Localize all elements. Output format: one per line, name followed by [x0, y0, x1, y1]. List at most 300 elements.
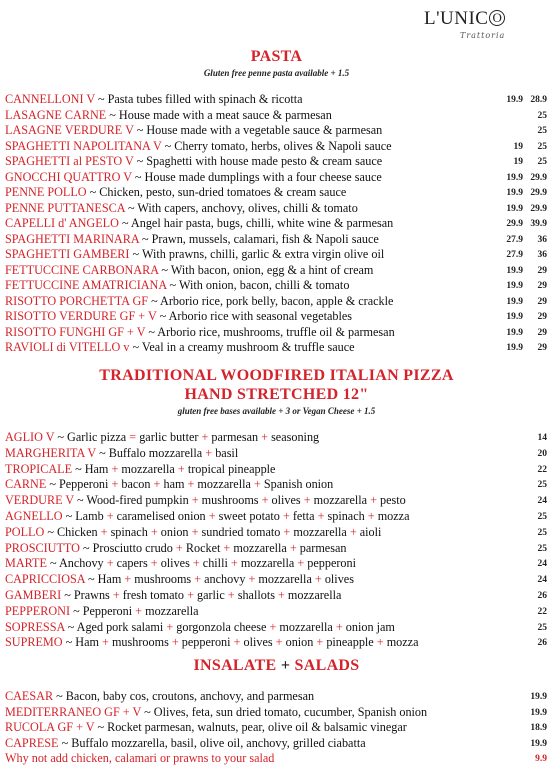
ingredient-text: garlic — [193, 588, 228, 602]
item-description: ~ Chicken, pesto, sun-dried tomatoes & cream sauce — [86, 185, 347, 199]
ingredient-text: basil — [212, 445, 239, 460]
item-text — [5, 340, 355, 354]
item-name: AGNELLO — [5, 509, 63, 523]
main-price: 29 — [537, 281, 547, 291]
item-name: CAPRICCIOSA — [5, 572, 85, 587]
main-price: 25 — [537, 141, 547, 152]
ingredient-text: olives — [157, 556, 193, 571]
item-name: VERDURE V — [5, 493, 74, 508]
ingredient-text: mozzarella — [118, 461, 178, 476]
item-name: RISOTTO VERDURE GF + V — [5, 309, 157, 323]
ingredient-text: ~ Ham — [62, 635, 103, 650]
item-text — [5, 572, 354, 586]
item-description: ~ With capers, anchovy, olives, chilli & tomato — [124, 200, 358, 215]
item-price: 24 — [537, 559, 547, 570]
item-text — [5, 541, 346, 555]
menu-item-row — [5, 325, 547, 339]
entree-price: 19.9 — [506, 203, 523, 214]
entree-price: 19 — [513, 141, 523, 152]
plus-separator: = — [129, 430, 137, 444]
ingredient-text: mozzarella — [310, 493, 371, 508]
main-price: 29 — [537, 265, 547, 276]
item-description: ~ Cherry tomato, herbs, olives & Napoli sauce — [161, 138, 392, 153]
menu-item-row — [5, 705, 547, 719]
plus-separator: + — [111, 477, 119, 492]
item-text — [5, 720, 407, 734]
entree-price: 29.9 — [506, 219, 523, 229]
item-name: CAPRESE — [5, 735, 59, 750]
entree-price: 19.9 — [506, 265, 523, 276]
item-name: RISOTTO PORCHETTA GF — [5, 293, 149, 308]
item-description: ~ House made dumplings with a four cheese sauce — [131, 169, 382, 184]
ingredient-text: parmesan — [296, 540, 347, 555]
entree-price: 19.9 — [506, 172, 523, 183]
ingredient-text: mozzarella — [290, 524, 350, 539]
item-name: RAVIOLI di VITELLO v — [5, 340, 130, 354]
ingredient-text: parmesan — [208, 430, 262, 444]
item-description: ~ Bacon, baby cos, croutons, anchovy, and parmesan — [53, 689, 315, 703]
menu-item-row — [5, 232, 547, 246]
ingredient-text: bacon — [118, 477, 154, 492]
item-description: ~ Buffalo mozzarella, basil, olive oil, anchovy, grilled ciabatta — [58, 735, 366, 750]
main-price: 29 — [537, 312, 547, 322]
plus-separator: + — [187, 477, 195, 492]
ingredient-text: pepperoni — [178, 635, 234, 650]
item-description: ~ Arborio rice with seasonal vegetables — [156, 309, 353, 323]
ingredient-text: olives — [240, 635, 276, 650]
item-price: 19.9 — [530, 738, 547, 749]
item-name: CAESAR — [5, 689, 54, 703]
item-name: MEDITERRANEO GF + V — [5, 704, 142, 719]
menu-item-row — [5, 572, 547, 586]
ingredient-text: ~ Garlic pizza — [54, 430, 130, 444]
item-name: CARNE — [5, 477, 47, 492]
plus-separator: + — [275, 635, 283, 650]
main-price: 25 — [537, 126, 547, 136]
item-text — [5, 689, 314, 703]
menu-item-row — [5, 185, 547, 199]
ingredient-text: mozzarella — [230, 540, 290, 555]
item-price: 25 — [537, 543, 547, 554]
ingredient-text: olives — [321, 572, 354, 587]
item-text — [5, 325, 395, 339]
item-text — [5, 556, 356, 570]
item-text — [5, 588, 341, 602]
pizza-title-line2: HAND STRETCHED 12" — [184, 386, 369, 403]
item-name: RISOTTO FUNGHI GF + V — [5, 324, 146, 339]
ingredient-text: chilli — [199, 556, 231, 571]
ingredient-text: ~ Buffalo mozzarella — [96, 445, 206, 460]
plus-separator: + — [223, 540, 231, 555]
item-text — [5, 263, 373, 277]
item-name: FETTUCCINE CARBONARA — [5, 262, 159, 277]
main-price: 29 — [537, 343, 547, 353]
menu-item-row — [5, 541, 547, 555]
ingredient-text: ham — [160, 477, 188, 492]
ingredient-text: mushrooms — [198, 493, 262, 508]
plus-separator: + — [194, 572, 202, 587]
plus-separator: + — [191, 524, 199, 539]
ingredient-text: fetta — [289, 509, 318, 523]
item-name: LASAGNE VERDURE V — [5, 123, 134, 137]
plus-separator: + — [208, 509, 216, 523]
item-price: 9.9 — [535, 754, 547, 765]
item-name: POLLO — [5, 524, 45, 539]
item-name: SOPRESSA — [5, 619, 65, 634]
menu-item-row — [5, 294, 547, 308]
ingredient-text: onion — [282, 635, 317, 650]
item-text — [5, 216, 393, 230]
item-text — [5, 604, 199, 618]
menu-item-row — [5, 123, 547, 137]
ingredient-text: ~ Wood-fired pumpkin — [73, 493, 192, 508]
plus-separator: + — [111, 461, 119, 476]
menu-item-row — [5, 635, 547, 649]
plus-separator: + — [370, 493, 377, 508]
ingredient-text: mushrooms — [108, 635, 172, 650]
item-name: TROPICALE — [5, 461, 73, 476]
item-price: 18.9 — [530, 723, 547, 734]
plus-separator: + — [261, 493, 269, 508]
pasta-title: PASTA — [250, 48, 303, 65]
item-text — [5, 635, 419, 649]
ingredient-text: ~ Prosciutto crudo — [79, 540, 176, 555]
ingredient-text: mozzarella — [255, 572, 315, 587]
item-name: MARGHERITA V — [5, 445, 97, 460]
item-text — [5, 446, 238, 460]
plus-separator: + — [316, 635, 324, 650]
item-name: SUPREMO — [5, 635, 63, 650]
salads-title: INSALATE + SALADS — [193, 657, 360, 674]
pizza-title-line1: TRADITIONAL WOODFIRED ITALIAN PIZZA — [99, 367, 454, 384]
plus-separator: + — [191, 493, 199, 508]
main-price: 28.9 — [530, 95, 547, 105]
item-price: 24 — [537, 496, 547, 507]
item-price: 19.9 — [530, 692, 547, 702]
item-text — [5, 462, 275, 476]
item-text — [5, 278, 349, 292]
logo-o-letter: O — [489, 10, 505, 26]
ingredient-text: mozzarella — [276, 619, 336, 634]
item-name: PENNE PUTTANESCA — [5, 200, 125, 215]
item-text — [5, 92, 303, 106]
item-name: RUCOLA GF + V — [5, 720, 95, 735]
menu-item-row — [5, 446, 547, 460]
plus-separator: + — [106, 509, 114, 523]
ingredient-text: mushrooms — [131, 572, 195, 587]
entree-price: 19.9 — [506, 327, 523, 338]
menu-item-row — [5, 736, 547, 750]
item-text — [5, 477, 333, 491]
ingredient-text: ~ Pepperoni — [70, 603, 136, 618]
menu-item-row — [5, 139, 547, 153]
item-name: SPAGHETTI MARINARA — [5, 231, 139, 246]
item-text — [5, 509, 410, 523]
plus-separator: + — [278, 588, 285, 602]
item-text — [5, 247, 384, 261]
plus-separator: + — [112, 588, 120, 602]
item-name: MARTE — [5, 556, 47, 571]
entree-price: 19.9 — [506, 281, 523, 291]
item-price: 26 — [537, 591, 547, 601]
main-price: 25 — [537, 157, 547, 167]
plus-separator: + — [150, 556, 158, 571]
ingredient-text: mozza — [374, 509, 410, 523]
plus-separator: + — [227, 588, 235, 602]
item-description: ~ Rocket parmesan, walnuts, pear, olive oil & balsamic vinegar — [94, 720, 407, 735]
ingredient-text: ~ Chicken — [44, 524, 101, 539]
plus-separator: + — [282, 509, 290, 523]
menu-item-row — [5, 720, 547, 734]
item-price: 19.9 — [530, 707, 547, 718]
menu-item-row — [5, 92, 547, 106]
item-price: 24 — [537, 575, 547, 586]
menu-item-row — [5, 525, 547, 539]
ingredient-text: Spanish onion — [260, 477, 334, 492]
item-text — [5, 294, 393, 308]
ingredient-text: aioli — [356, 524, 382, 539]
plus-separator: + — [124, 572, 132, 587]
entree-price: 27.9 — [506, 234, 523, 245]
main-price: 29.9 — [530, 203, 547, 214]
ingredient-text: anchovy — [201, 572, 249, 587]
plus-separator: + — [171, 635, 179, 650]
menu-item-row — [5, 247, 547, 261]
item-name: LASAGNE CARNE — [5, 107, 107, 122]
plus-separator: + — [303, 493, 311, 508]
plus-separator: + — [367, 509, 375, 523]
item-name: GAMBERI — [5, 588, 62, 602]
main-price: 29 — [537, 327, 547, 338]
menu-item-row — [5, 620, 547, 634]
menu-item-row — [5, 201, 547, 215]
item-price: 20 — [537, 448, 547, 459]
ingredient-text: caramelised onion — [113, 509, 209, 523]
menu-item-row — [5, 216, 547, 230]
item-price: 25 — [537, 622, 547, 633]
logo-text: L'UNIC — [424, 8, 489, 29]
item-text — [5, 232, 379, 246]
plus-separator: + — [135, 603, 143, 618]
plus-separator: + — [349, 524, 357, 539]
plus-separator: + — [205, 445, 213, 460]
ingredient-text: ~ Ham — [84, 572, 125, 587]
item-name: CAPELLI d' ANGELO — [5, 216, 119, 230]
menu-item-row — [5, 493, 547, 507]
plus-separator: + — [283, 524, 291, 539]
ingredient-text: spinach — [107, 524, 151, 539]
plus-separator: + — [335, 619, 343, 634]
item-text — [5, 123, 382, 137]
plus-separator: + — [233, 635, 241, 650]
ingredient-text: onion — [157, 524, 192, 539]
plus-separator: + — [201, 430, 209, 444]
ingredient-text: sweet potato — [215, 509, 283, 523]
item-description: ~ Spaghetti with house made pesto & cream sauce — [133, 154, 383, 168]
item-price: 14 — [537, 433, 547, 443]
item-text — [5, 108, 332, 122]
item-description: ~ House made with a meat sauce & parmesan — [106, 107, 332, 122]
plus-separator: + — [230, 556, 238, 571]
plus-separator: + — [166, 619, 174, 634]
item-name: AGLIO V — [5, 430, 55, 444]
main-price: 25 — [537, 110, 547, 121]
menu-item-row — [5, 154, 547, 168]
item-text — [5, 620, 395, 634]
ingredient-text: mozzarella — [142, 603, 199, 618]
main-price: 36 — [537, 250, 547, 260]
ingredient-text: tropical pineapple — [184, 461, 276, 476]
item-text — [5, 705, 427, 719]
item-price: 25 — [537, 527, 547, 538]
item-text — [5, 201, 358, 215]
item-description: ~ Pasta tubes filled with spinach & ricotta — [94, 92, 303, 106]
ingredient-text: ~ Ham — [72, 461, 112, 476]
item-description: ~ Angel hair pasta, bugs, chilli, white wine & parmesan — [118, 216, 394, 230]
ingredient-text: mozzarella — [194, 477, 254, 492]
ingredient-text: mozza — [383, 635, 419, 650]
pizza-subtitle: gluten free bases available + 3 or Vegan Cheese + 1.5 — [177, 406, 376, 416]
item-text — [5, 736, 366, 750]
pasta-subtitle: Gluten free penne pasta available + 1.5 — [203, 68, 350, 78]
plus-separator: + — [175, 540, 183, 555]
plus-separator: + — [102, 635, 109, 650]
item-text — [5, 185, 346, 199]
plus-separator: + — [297, 556, 305, 571]
menu-item-row — [5, 170, 547, 184]
menu-item-row — [5, 689, 547, 703]
main-price: 29 — [537, 296, 547, 307]
item-description: ~ With onion, bacon, chilli & tomato — [166, 278, 350, 292]
main-price: 29.9 — [530, 172, 547, 183]
item-description: ~ Olives, feta, sun dried tomato, cucumber, Spanish onion — [141, 704, 428, 719]
item-description: ~ House made with a vegetable sauce & parmesan — [133, 123, 383, 137]
plus-separator: + — [100, 524, 108, 539]
ingredient-text: mozzarella — [284, 588, 342, 602]
entree-price: 19.9 — [506, 312, 523, 322]
item-text — [5, 525, 381, 539]
plus-separator: + — [248, 572, 256, 587]
item-name: PROSCIUTTO — [5, 540, 80, 555]
item-description: ~ With prawns, chilli, garlic & extra virgin olive oil — [129, 247, 385, 261]
plus-separator: + — [153, 477, 161, 492]
menu-item-row — [5, 278, 547, 292]
ingredient-text: pepperoni — [304, 556, 356, 571]
menu-item-row — [5, 309, 547, 323]
ingredient-text: ~ Aged pork salami — [64, 619, 167, 634]
item-text — [5, 170, 382, 184]
ingredient-text: ~ Lamb — [62, 509, 107, 523]
entree-price: 19.9 — [506, 343, 523, 353]
menu-item-row — [5, 108, 547, 122]
ingredient-text: onion jam — [342, 619, 395, 634]
menu-item-row — [5, 340, 547, 354]
plus-separator: + — [187, 588, 194, 602]
menu-item-row — [5, 462, 547, 476]
menu-item-row — [5, 509, 547, 523]
main-price: 29.9 — [530, 188, 547, 198]
ingredient-text: Rocket — [182, 540, 224, 555]
item-price: 22 — [537, 606, 547, 617]
item-text — [5, 751, 274, 765]
item-name: SPAGHETTI GAMBERI — [5, 247, 130, 261]
item-text — [5, 430, 319, 444]
item-description: ~ Prawn, mussels, calamari, fish & Napoli sauce — [138, 231, 379, 246]
plus-separator: + — [253, 477, 261, 492]
item-text — [5, 309, 352, 323]
item-name: PEPPERONI — [5, 603, 71, 618]
menu-item-row — [5, 477, 547, 491]
plus-separator: + — [177, 461, 185, 476]
item-description: ~ With bacon, onion, egg & a hint of cream — [158, 262, 374, 277]
plus-separator: + — [192, 556, 200, 571]
entree-price: 27.9 — [506, 250, 523, 260]
ingredient-text: spinach — [324, 509, 368, 523]
item-name: GNOCCHI QUATTRO V — [5, 169, 132, 184]
restaurant-logo — [424, 4, 512, 46]
item-description: ~ Arborio rice, mushrooms, truffle oil & parmesan — [145, 324, 395, 339]
ingredient-text: capers — [113, 556, 151, 571]
item-description: ~ Veal in a creamy mushroom & truffle sauce — [129, 340, 355, 354]
menu-item-row — [5, 588, 547, 602]
item-price: 25 — [537, 480, 547, 491]
menu-item-row — [5, 430, 547, 444]
ingredient-text: pineapple — [323, 635, 377, 650]
ingredient-text: shallots — [234, 588, 278, 602]
ingredient-text: sundried tomato — [198, 524, 284, 539]
main-price: 39.9 — [530, 219, 547, 229]
plus-separator: + — [150, 524, 158, 539]
item-name: SPAGHETTI NAPOLITANA V — [5, 138, 162, 153]
item-text — [5, 493, 406, 507]
item-name: FETTUCCINE AMATRICIANA — [5, 278, 167, 292]
item-price: 22 — [537, 464, 547, 475]
ingredient-text: seasoning — [268, 430, 320, 444]
entree-price: 19.9 — [506, 95, 523, 105]
item-name: PENNE POLLO — [5, 185, 87, 199]
ingredient-text: olives — [268, 493, 304, 508]
item-name: CANNELLONI V — [5, 92, 95, 106]
ingredient-text: ~ Prawns — [61, 588, 113, 602]
ingredient-text: ~ Pepperoni — [46, 477, 112, 492]
entree-price: 19.9 — [506, 296, 523, 307]
item-text — [5, 139, 392, 153]
item-description: ~ Arborio rice, pork belly, bacon, apple & crackle — [148, 293, 394, 308]
menu-item-row — [5, 604, 547, 618]
plus-separator: + — [317, 509, 325, 523]
ingredient-text: mozzarella — [237, 556, 298, 571]
ingredient-text: pesto — [377, 493, 406, 508]
plus-separator: + — [314, 572, 322, 587]
entree-price: 19 — [513, 157, 523, 167]
menu-item-row — [5, 556, 547, 570]
menu-item-row — [5, 751, 547, 765]
ingredient-text: garlic butter — [136, 430, 202, 444]
item-name: Why not add chicken, calamari or prawns to your salad — [5, 751, 275, 766]
logo-subtext: Trattoria — [460, 31, 506, 40]
menu-item-row — [5, 263, 547, 277]
item-name: SPAGHETTI al PESTO V — [5, 154, 134, 168]
plus-separator: + — [289, 540, 297, 555]
ingredient-text: gorgonzola cheese — [173, 619, 270, 634]
plus-separator: + — [269, 619, 277, 634]
ingredient-text: fresh tomato — [119, 588, 188, 602]
plus-separator: + — [261, 430, 269, 444]
item-price: 26 — [537, 638, 547, 649]
item-text — [5, 154, 382, 168]
plus-separator: + — [376, 635, 384, 650]
ingredient-text: ~ Anchovy — [46, 556, 107, 571]
